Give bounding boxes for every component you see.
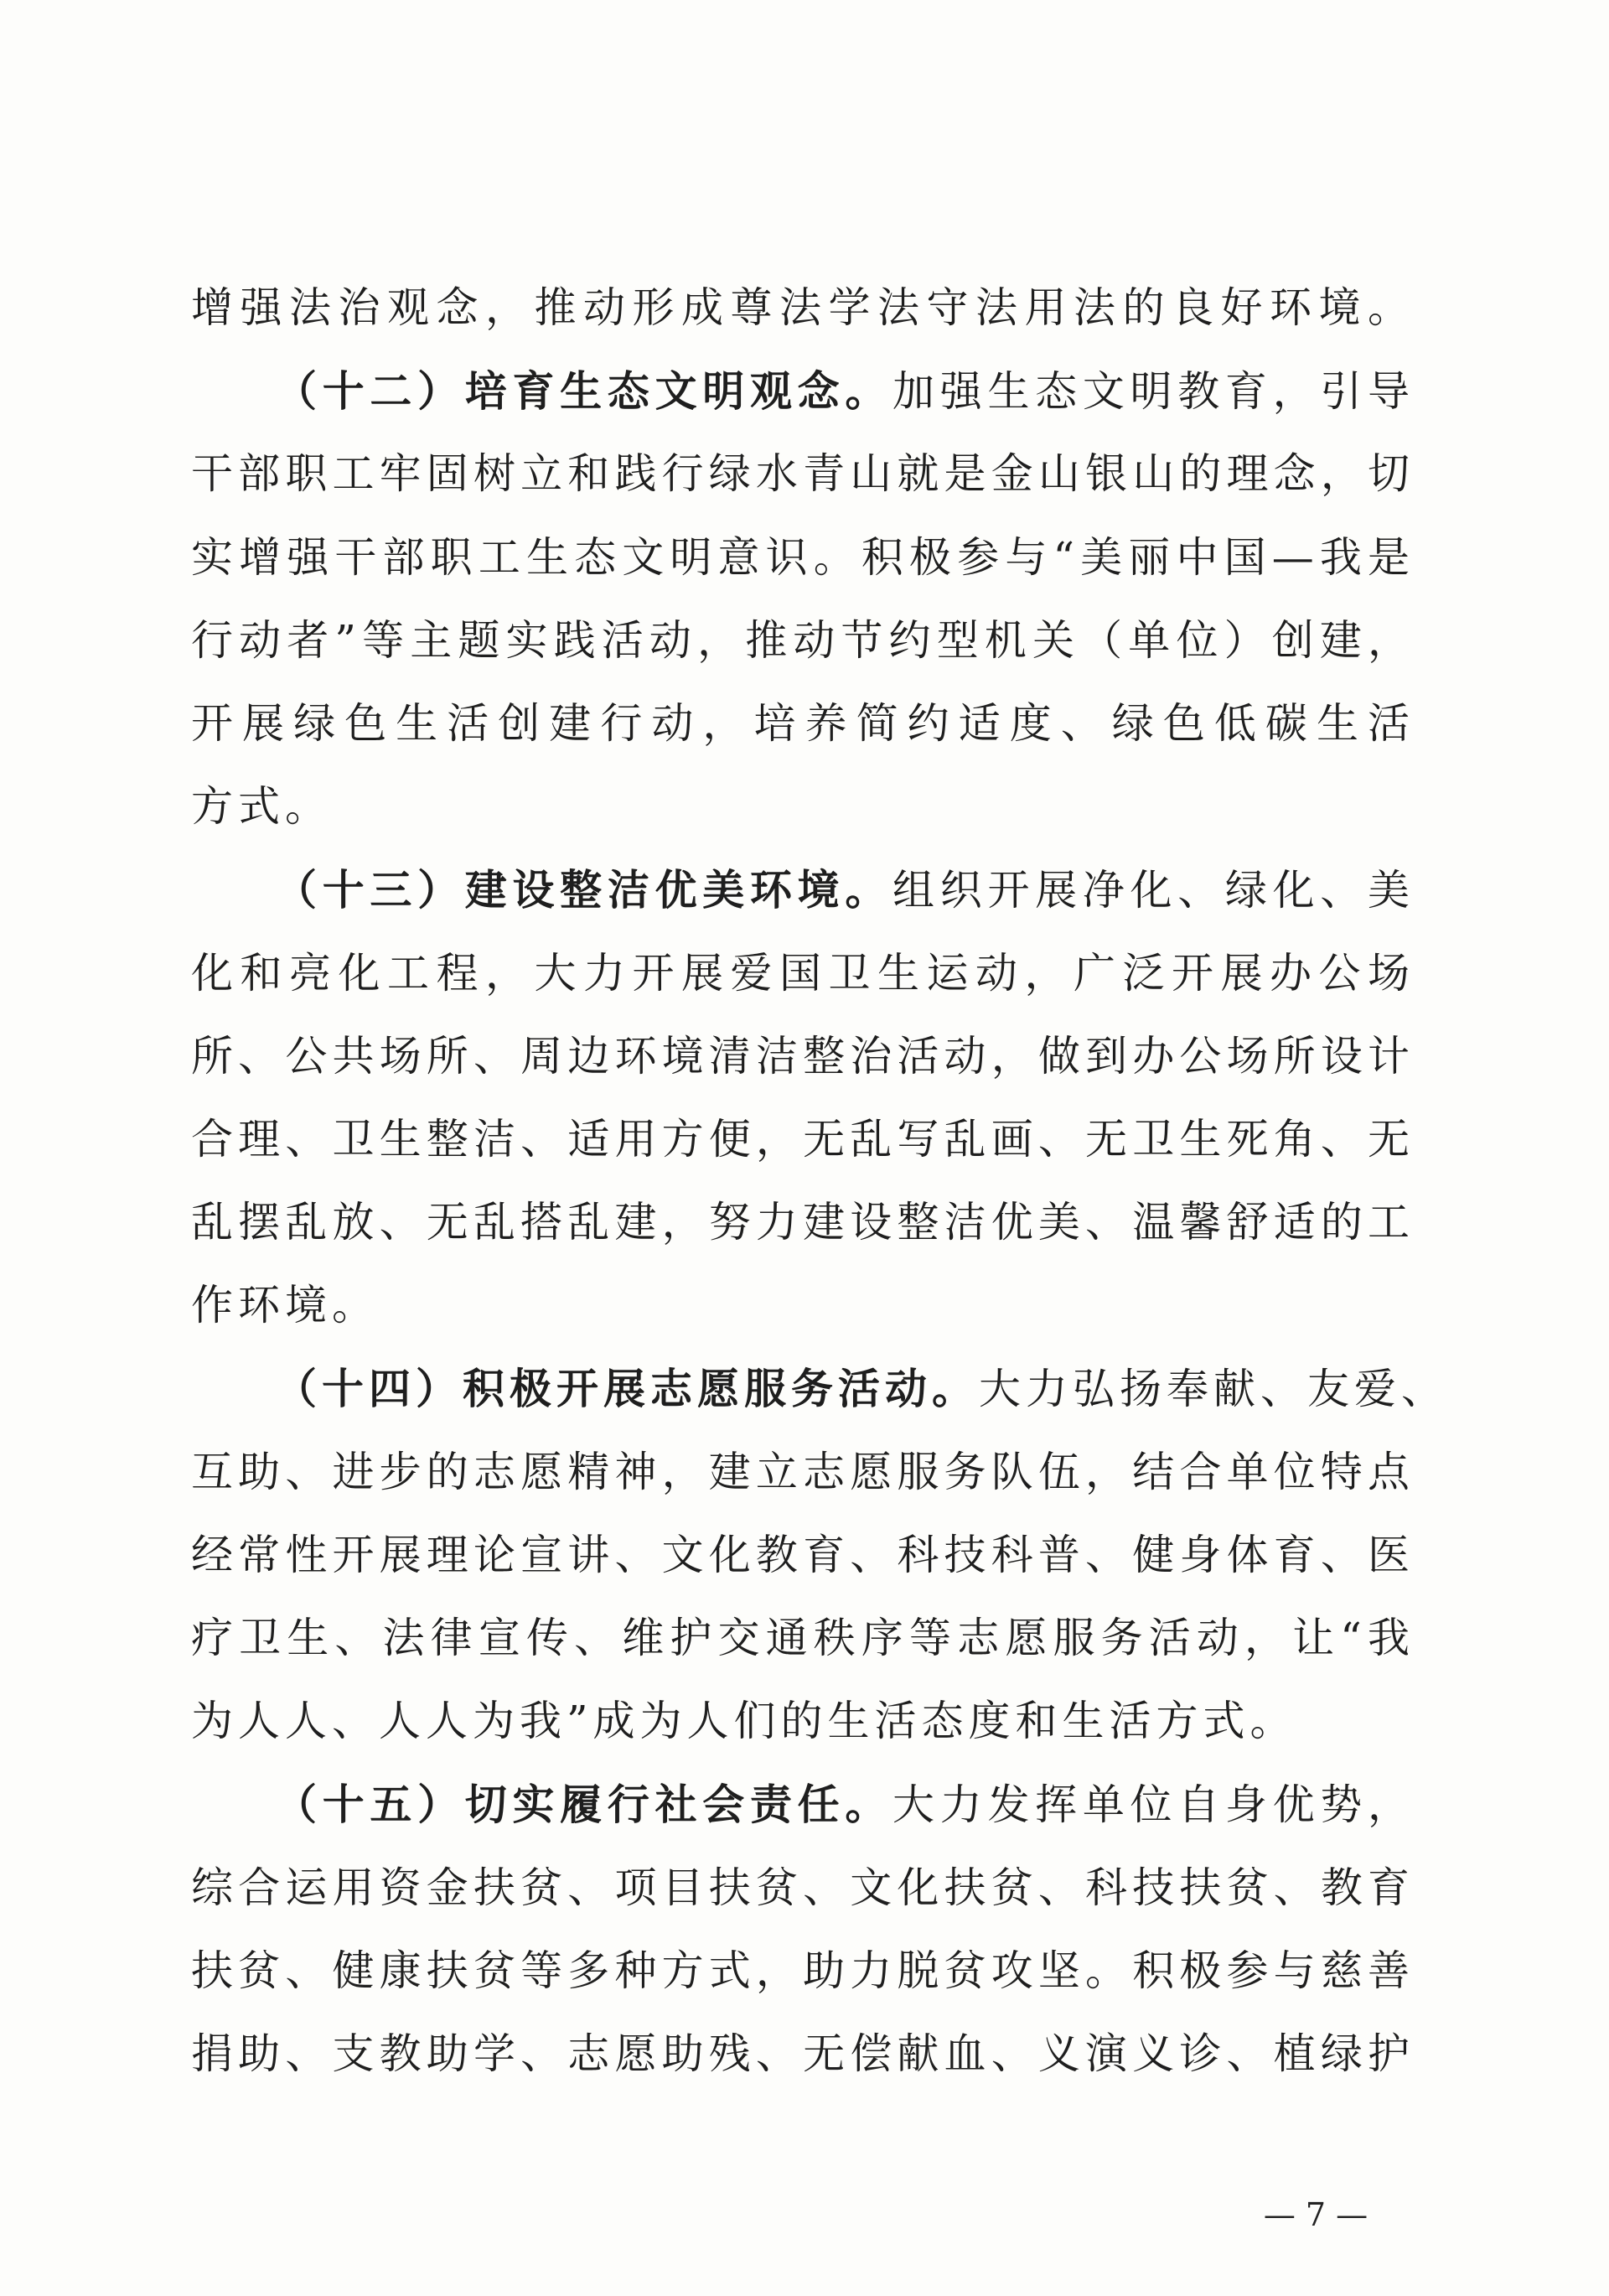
line-text: 加强生态文明教育，引导 [892, 367, 1415, 417]
text-line [191, 2013, 1415, 2096]
line-text: 扶贫、健康扶贫等多种方式，助力脱贫攻坚。积极参与慈善 [191, 1946, 1415, 1995]
section-heading: （十三）建设整洁优美环境。 [275, 865, 893, 915]
line-text: 行动者”等主题实践活动，推动节约型机关（单位）创建， [191, 615, 1415, 665]
line-text: 合理、卫生整洁、适用方便，无乱写乱画、无卫生死角、无 [191, 1114, 1415, 1164]
text-line [191, 1264, 1415, 1347]
line-text: 综合运用资金扶贫、项目扶贫、文化扶贫、科技扶贫、教育 [191, 1863, 1415, 1912]
line-text: 为人人、人人为我”成为人们的生活态度和生活方式。 [191, 1697, 1297, 1746]
text-line [191, 267, 1415, 350]
line-text: 互助、进步的志愿精神，建立志愿服务队伍，结合单位特点 [191, 1447, 1415, 1496]
text-line [191, 599, 1415, 682]
line-text: 实增强干部职工生态文明意识。积极参与“美丽中国—我是 [191, 532, 1415, 582]
section-heading: （十四）积极开展志愿服务活动。 [275, 1364, 979, 1414]
line-text: 所、公共场所、周边环境清洁整治活动，做到办公场所设计 [191, 1031, 1415, 1081]
text-line [191, 1930, 1415, 2013]
section-15-line [191, 1763, 1415, 1846]
page-number: — 7 — [1263, 2196, 1368, 2233]
text-line [191, 932, 1415, 1015]
body-text [191, 267, 1448, 2096]
text-line [191, 1098, 1415, 1181]
text-line [191, 433, 1415, 516]
line-text: 乱摆乱放、无乱搭乱建，努力建设整洁优美、温馨舒适的工 [191, 1198, 1415, 1247]
line-text: 捐助、支教助学、志愿助残、无偿献血、义演义诊、植绿护 [191, 2029, 1415, 2078]
text-line [191, 1514, 1415, 1597]
text-line [191, 1015, 1415, 1098]
line-text: 作环境。 [191, 1281, 379, 1330]
line-text: 大力发挥单位自身优势， [892, 1780, 1415, 1830]
line-text: 经常性开展理论宣讲、文化教育、科技科普、健身体育、医 [191, 1530, 1415, 1579]
section-heading: （十五）切实履行社会责任。 [275, 1780, 893, 1830]
text-line [191, 1597, 1415, 1680]
line-text: 大力弘扬奉献、友爱、 [979, 1365, 1448, 1414]
line-text: 方式。 [191, 782, 332, 832]
section-14-line [191, 1347, 1448, 1430]
section-heading: （十二）培育生态文明观念。 [275, 366, 893, 417]
section-12-line [191, 350, 1415, 433]
line-text: 疗卫生、法律宣传、维护交通秩序等志愿服务活动，让“我 [191, 1614, 1415, 1662]
line-text: 增强法治观念，推动形成尊法学法守法用法的良好环境。 [191, 283, 1415, 332]
text-line [191, 516, 1415, 599]
text-line [191, 1431, 1415, 1514]
text-line [191, 1181, 1415, 1264]
line-text: 组织开展净化、绿化、美 [892, 866, 1415, 915]
text-line [191, 1847, 1415, 1930]
section-13-line [191, 848, 1415, 931]
line-text: 化和亮化工程，大力开展爱国卫生运动，广泛开展办公场 [191, 948, 1415, 998]
text-line [191, 1680, 1415, 1763]
line-text: 干部职工牢固树立和践行绿水青山就是金山银山的理念，切 [191, 449, 1415, 499]
text-line [191, 765, 1415, 848]
line-text: 开展绿色生活创建行动，培养简约适度、绿色低碳生活 [191, 698, 1415, 748]
text-line [191, 682, 1415, 765]
